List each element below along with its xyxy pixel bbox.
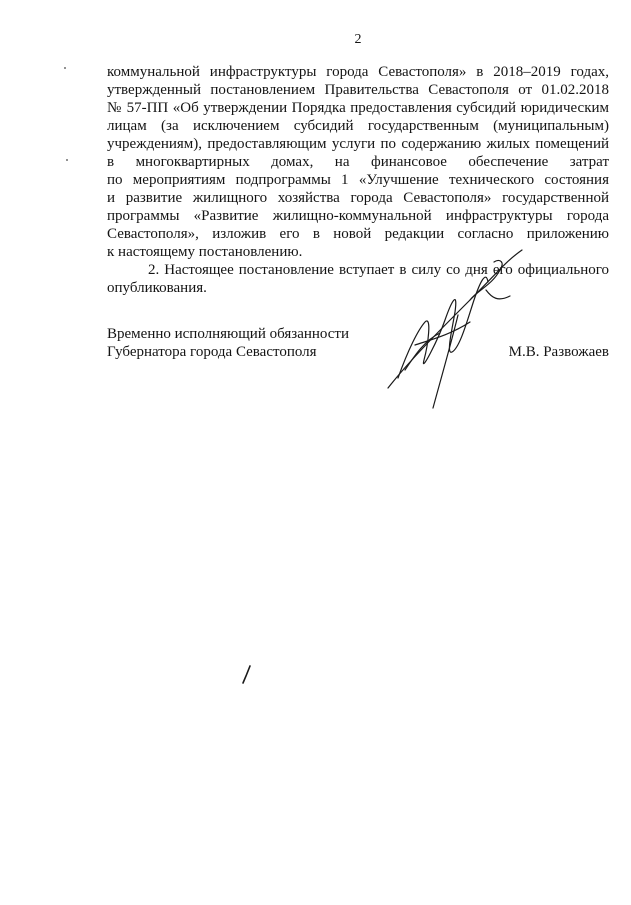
body-line: утвержденный постановлением Правительства Севастополя от 01.02.2018: [107, 82, 609, 98]
scan-specks: [64, 67, 68, 161]
signatory-position-line: Губернатора города Севастополя: [107, 344, 317, 360]
body-line: учреждениям), предоставляющим услуги по содержанию жилых помещений: [107, 136, 609, 152]
body-line: по мероприятиям подпрограммы 1 «Улучшение технического состояния: [107, 172, 609, 188]
item-2-line: 2. Настоящее постановление вступает в силу со дня его официального: [148, 262, 609, 278]
body-line: № 57-ПП «Об утверждении Порядка предоставления субсидий юридическим: [107, 100, 609, 116]
item-2-line: опубликования.: [107, 280, 207, 296]
body-line: в многоквартирных домах, на финансовое обеспечение затрат: [107, 154, 609, 170]
body-line: к настоящему постановлению.: [107, 244, 303, 260]
pen-mark: [243, 666, 250, 683]
body-line: Севастополя», изложив его в новой редакции согласно приложению: [107, 226, 609, 242]
body-line: и развитие жилищного хозяйства города Севастополя» государственной: [107, 190, 609, 206]
document-body: [107, 63, 609, 297]
body-line: программы «Развитие жилищно-коммунальной инфраструктуры города: [107, 208, 609, 224]
signatory-name: М.В. Развожаев: [508, 344, 609, 360]
body-line: лицам (за исключением субсидий государственным (муниципальным): [107, 118, 609, 134]
signatory-position: [107, 325, 349, 361]
page-number: 2: [354, 32, 362, 47]
body-line: коммунальной инфраструктуры города Севастополя» в 2018–2019 годах,: [107, 64, 609, 80]
signatory-position-line: Временно исполняющий обязанности: [107, 326, 350, 342]
